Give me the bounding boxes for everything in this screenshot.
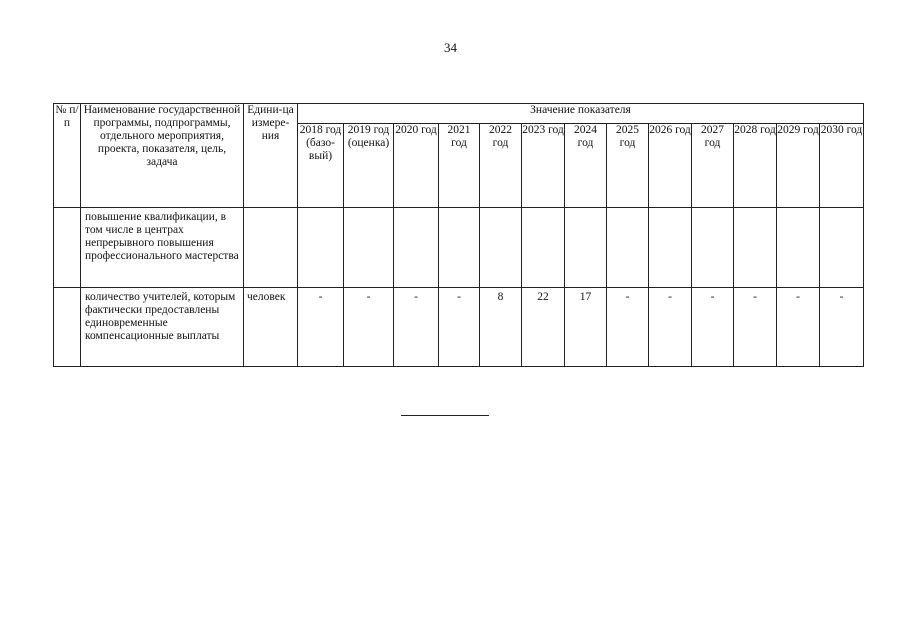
page-number: 34 xyxy=(444,40,457,55)
row-value: - xyxy=(344,288,394,367)
row-value: - xyxy=(439,288,480,367)
header-year: 2027 год xyxy=(692,124,734,208)
header-year: 2022 год xyxy=(480,124,522,208)
row-unit xyxy=(244,208,298,288)
table-row xyxy=(54,288,864,367)
header-year: 2020 год xyxy=(394,124,439,208)
row-value: 17 xyxy=(565,288,607,367)
row-value: - xyxy=(607,288,649,367)
row-value: 22 xyxy=(522,288,565,367)
header-num: № п/п xyxy=(54,104,81,208)
header-values-group: Значение показателя xyxy=(298,104,864,124)
row-value: 8 xyxy=(480,288,522,367)
indicators-table xyxy=(53,103,864,367)
row-name: повышение квалификации, в том числе в центрах непрерывного повышения профессионального мастерства xyxy=(81,208,244,288)
row-value: - xyxy=(649,288,692,367)
row-value xyxy=(480,208,522,288)
row-value: - xyxy=(692,288,734,367)
header-year: 2023 год xyxy=(522,124,565,208)
header-year: 2018 год (базо-вый) xyxy=(298,124,344,208)
header-year: 2025 год xyxy=(607,124,649,208)
row-value xyxy=(298,208,344,288)
header-year: 2028 год xyxy=(734,124,777,208)
header-year: 2030 год xyxy=(820,124,864,208)
row-value xyxy=(692,208,734,288)
row-value: - xyxy=(820,288,864,367)
row-num xyxy=(54,208,81,288)
row-value xyxy=(820,208,864,288)
row-value xyxy=(777,208,820,288)
row-value: - xyxy=(734,288,777,367)
row-value xyxy=(439,208,480,288)
row-value xyxy=(607,208,649,288)
row-value xyxy=(522,208,565,288)
header-unit: Едини-ца измере-ния xyxy=(244,104,298,208)
header-year: 2026 год xyxy=(649,124,692,208)
header-name: Наименование государственной программы, подпрограммы, отдельного мероприятия, проекта, показателя, цель, задача xyxy=(81,104,244,208)
section-separator-line xyxy=(401,415,489,416)
row-value xyxy=(565,208,607,288)
row-value xyxy=(734,208,777,288)
row-value xyxy=(649,208,692,288)
table-row xyxy=(54,208,864,288)
row-unit: человек xyxy=(244,288,298,367)
row-name: количество учителей, которым фактически предоставлены единовременные компенсационные выплаты xyxy=(81,288,244,367)
header-year: 2024 год xyxy=(565,124,607,208)
row-value: - xyxy=(394,288,439,367)
row-value xyxy=(394,208,439,288)
row-value: - xyxy=(777,288,820,367)
header-year: 2029 год xyxy=(777,124,820,208)
row-num xyxy=(54,288,81,367)
row-value: - xyxy=(298,288,344,367)
header-year: 2021 год xyxy=(439,124,480,208)
row-value xyxy=(344,208,394,288)
header-year: 2019 год (оценка) xyxy=(344,124,394,208)
